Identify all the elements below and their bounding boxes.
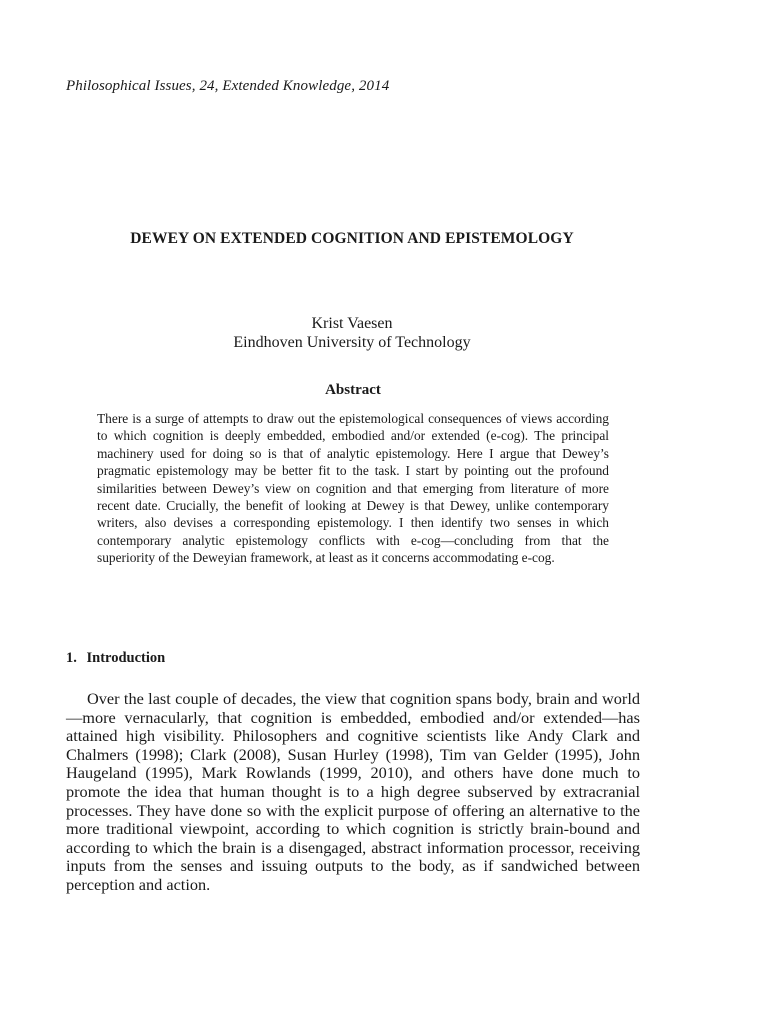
abstract-heading: Abstract (325, 382, 381, 398)
introduction-paragraph: Over the last couple of decades, the view that cognition spans body, brain and world—more vernacularly, that cognition is embedded, embodied and/or extended—has attained high visibility. Philosophers and cognitive scientists like Andy Clark and Chalmers (1998); Clark (2008), Susan Hurley (1998), Tim van Gelder (1995), John Haugeland (1995), Mark Rowlands (1999, 2010), and others have done much to promote the idea that human thought is to a high degree subserved by extracranial processes. They have done so with the explicit purpose of offering an alternative to the more traditional viewpoint, according to which cognition is strictly brain-bound and according to which the brain is a disengaged, abstract information processor, receiving inputs from the senses and issuing outputs to the body, as if sandwiched between perception and action. (66, 689, 640, 894)
abstract-text: There is a surge of attempts to draw out the epistemological consequences of views according to which cognition is deeply embedded, embodied and/or extended (e-cog). The principal machinery used for doing so is that of analytic epistemology. Here I argue that Dewey’s pragmatic epistemology may be better fit to the task. I start by pointing out the profound similarities between Dewey’s view on cognition and that emerging from literature of more recent date. Crucially, the benefit of looking at Dewey is that Dewey, unlike contemporary writers, also devises a corresponding epistemology. I then identify two senses in which contemporary analytic epistemology conflicts with e-cog—concluding from that the superiority of the Deweyian framework, at least as it concerns accommodating e-cog. (97, 411, 609, 566)
section-heading (66, 650, 165, 667)
author-affiliation: Eindhoven University of Technology (233, 334, 471, 351)
section-title: Introduction (86, 650, 166, 666)
section-number: 1. (66, 650, 77, 666)
author-name: Krist Vaesen (311, 315, 393, 332)
paper-title: DEWEY ON EXTENDED COGNITION AND EPISTEMOLOGY (130, 230, 574, 247)
running-head: Philosophical Issues, 24, Extended Knowledge, 2014 (66, 78, 390, 94)
